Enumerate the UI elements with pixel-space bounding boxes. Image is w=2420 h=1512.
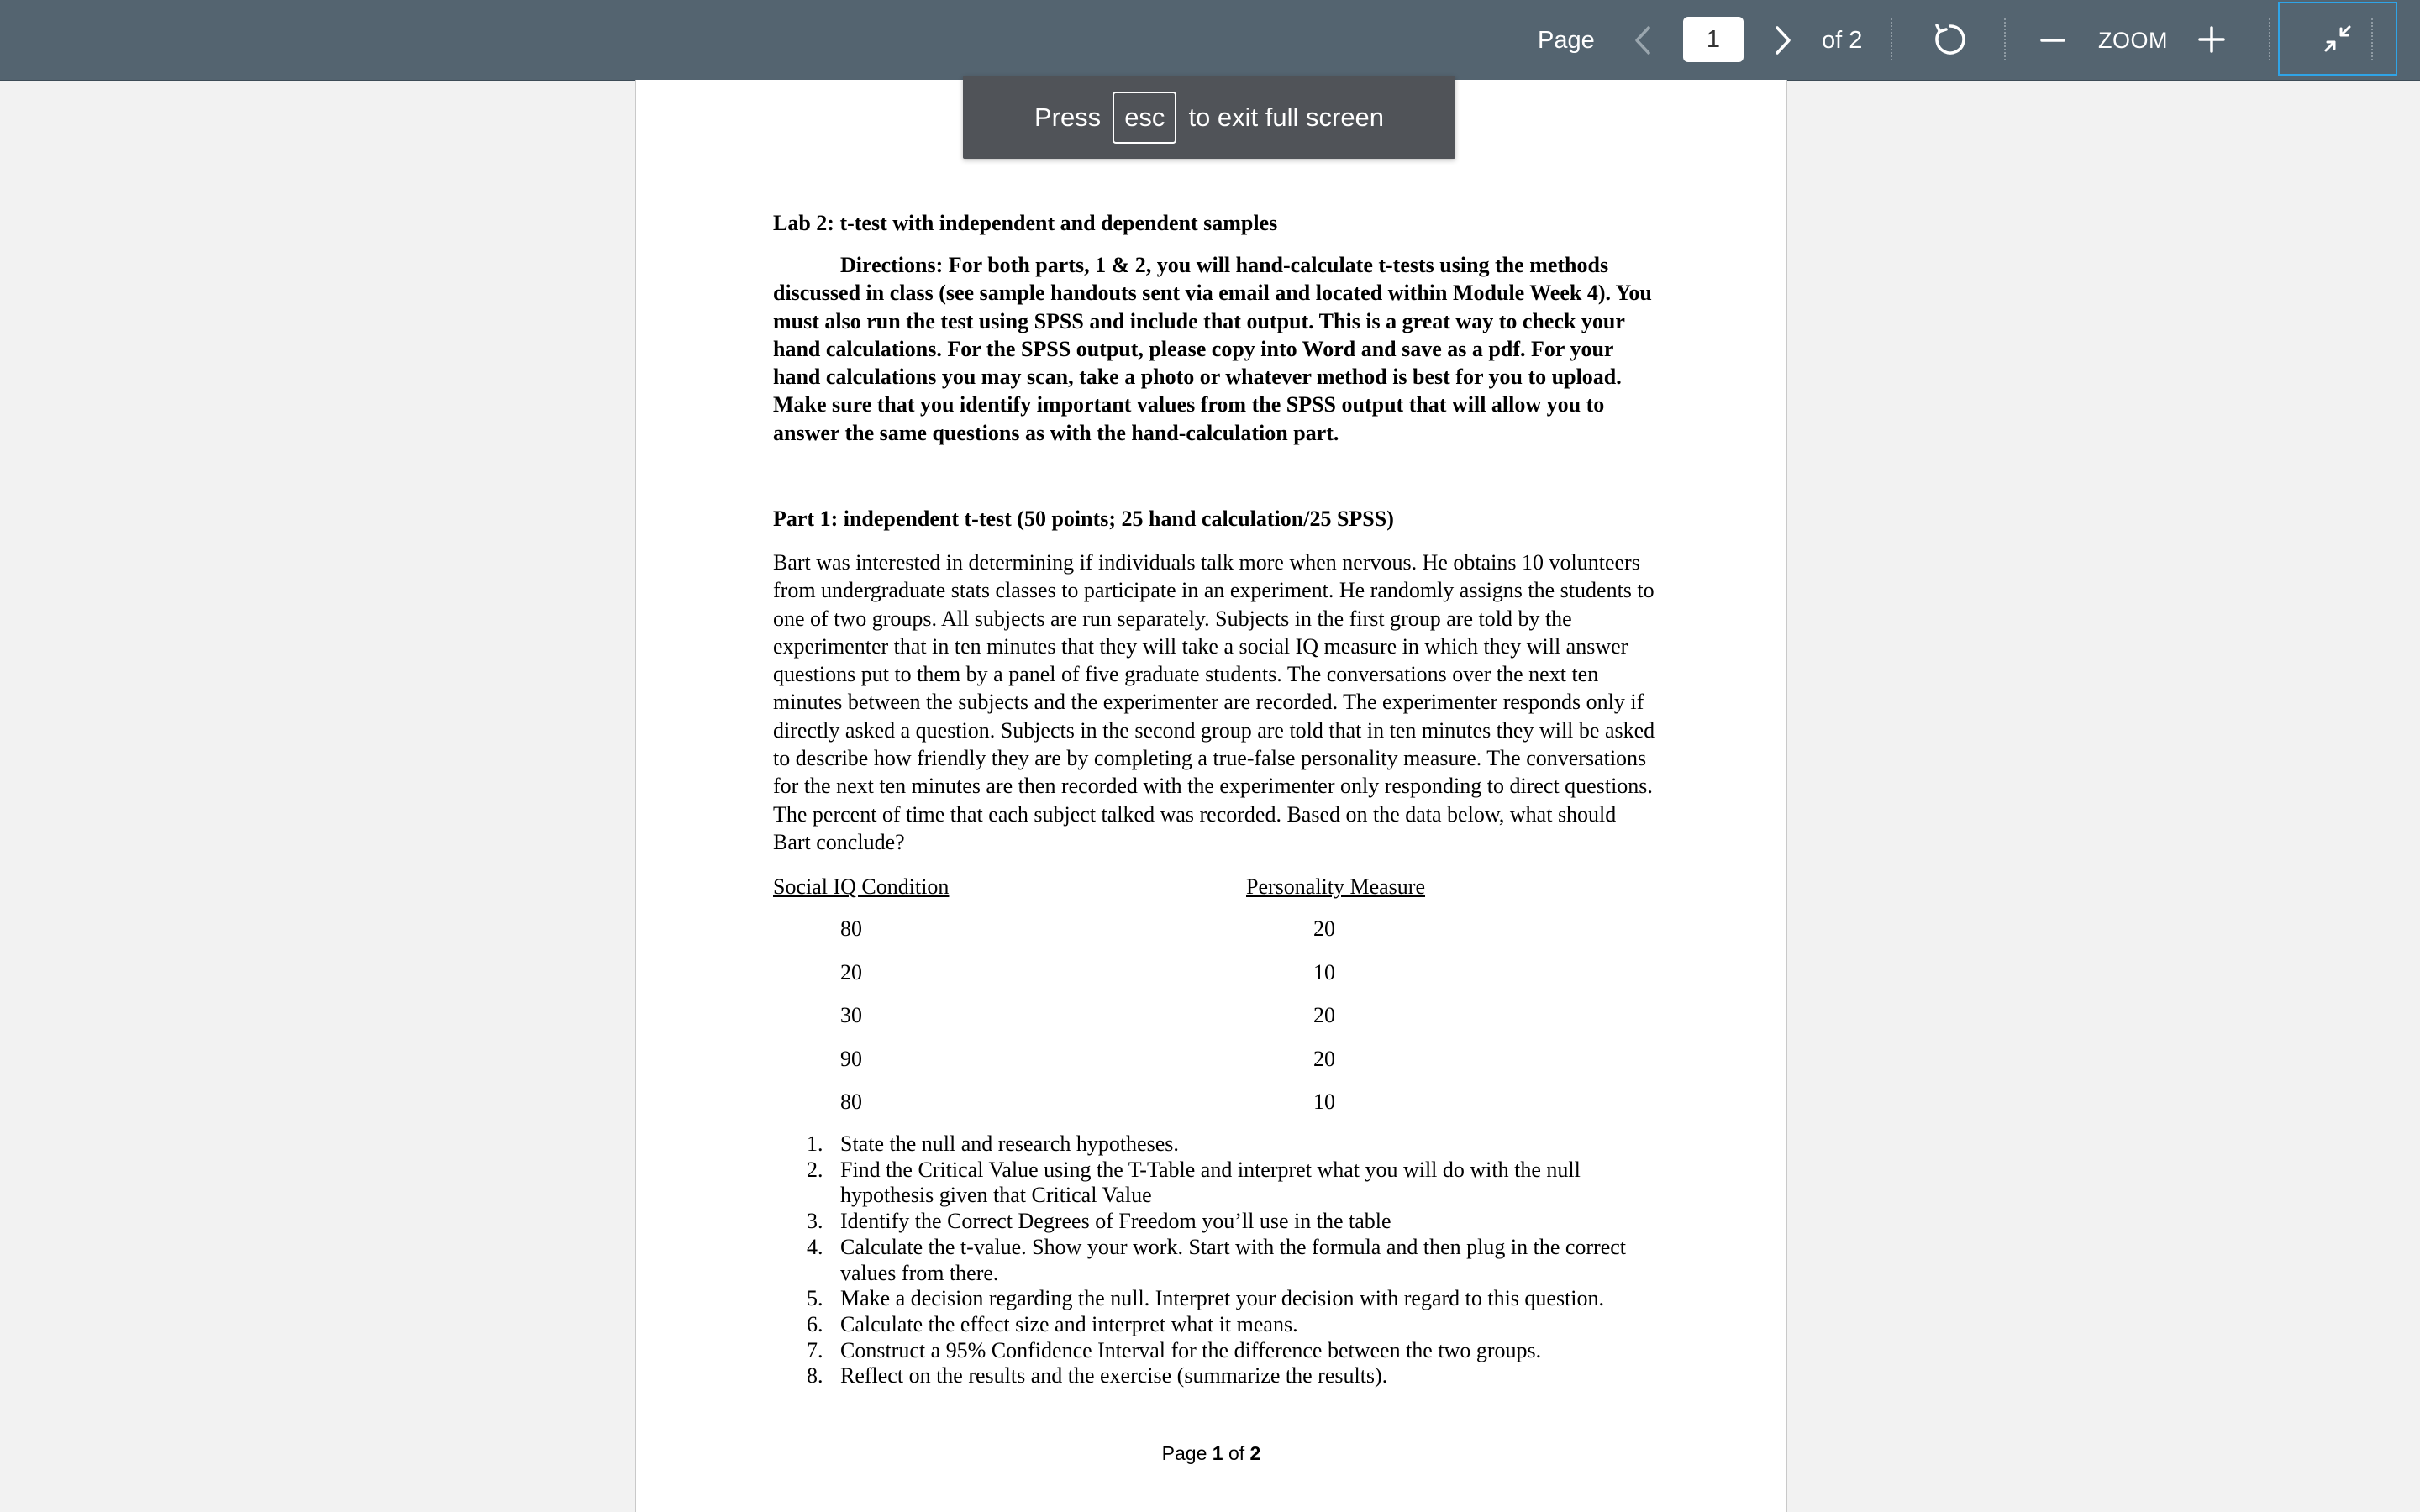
list-item: [773, 1312, 1672, 1338]
plus-icon: [2197, 25, 2226, 54]
question-number: 1.: [807, 1131, 823, 1156]
rotate-button[interactable]: [1929, 18, 1971, 61]
table-row: [636, 1003, 1786, 1047]
data-table: [636, 916, 1786, 1133]
question-number: 8.: [807, 1363, 823, 1389]
viewer-toolbar: [0, 0, 2420, 81]
zoom-in-button[interactable]: [2191, 18, 2233, 61]
part1-title: Part 1: independent t-test (50 points; 25 hand calculation/25 SPSS): [773, 507, 1394, 531]
footer-total-pages: 2: [1249, 1442, 1261, 1464]
list-item: [773, 1209, 1672, 1235]
table-row: [636, 1089, 1786, 1133]
question-text: Calculate the t-value. Show your work. Start with the formula and then plug in the correct values from there.: [840, 1234, 1627, 1285]
footer-of: of: [1223, 1442, 1250, 1464]
chevron-right-icon: [1774, 25, 1792, 55]
question-number: 5.: [807, 1286, 823, 1311]
question-text: Identify the Correct Degrees of Freedom you’ll use in the table: [840, 1209, 1392, 1234]
page-label: Page: [1538, 26, 1595, 54]
esc-key-hint: esc: [1113, 92, 1176, 144]
toolbar-divider: [2004, 18, 2006, 60]
footer-current-page: 1: [1212, 1442, 1223, 1464]
toolbar-divider: [1891, 18, 1892, 60]
toast-prefix: Press: [1034, 102, 1102, 132]
toolbar-divider: [2269, 18, 2270, 60]
zoom-out-button[interactable]: [2032, 20, 2074, 60]
list-item: [773, 1235, 1672, 1286]
personality-value: 20: [1313, 916, 1335, 941]
previous-page-button[interactable]: [1626, 20, 1660, 60]
question-text: Find the Critical Value using the T-Table and interpret what you will do with the null hypothesis given that Critical Value: [840, 1157, 1581, 1208]
question-number: 2.: [807, 1157, 823, 1182]
document-page: [635, 80, 1787, 1512]
question-list: [773, 1131, 1672, 1389]
question-number: 7.: [807, 1337, 823, 1362]
table-row: [636, 916, 1786, 960]
page-number-input[interactable]: [1683, 17, 1744, 62]
exit-fullscreen-button[interactable]: [2278, 2, 2397, 76]
question-number: 6.: [807, 1311, 823, 1336]
question-number: 4.: [807, 1234, 823, 1259]
page-footer: [636, 1442, 1786, 1465]
table-row: [636, 960, 1786, 1004]
question-text: Construct a 95% Confidence Interval for the difference between the two groups.: [840, 1337, 1542, 1362]
page-count-label: of 2: [1822, 26, 1863, 54]
question-text: Calculate the effect size and interpret what it means.: [840, 1311, 1298, 1336]
table-row: [636, 1047, 1786, 1090]
personality-value: 10: [1313, 1089, 1335, 1114]
personality-value: 10: [1313, 959, 1335, 984]
part1-description: Bart was interested in determining if individuals talk more when nervous. He obtains 10 volunteers from undergraduate stats classes to participate in an experiment. He randomly assigns the students to one of two groups. All subjects are run separately. Subjects in the first group are told by the experimenter that in ten minutes that they will take a social IQ measure in which they will answer questions put to them by a panel of five graduate students. The conversations over the next ten minutes between the subjects and the experimenter are recorded. The experimenter responds only if directly asked a question. Subjects in the second group are told that in ten minutes they will be asked to describe how friendly they are by completing a true-false personality measure. The conversations for the next ten minutes are then recorded with the experimenter only responding to direct questions. The percent of time that each subject talked was recorded. Based on the data below, what should Bart conclude?: [773, 550, 1655, 854]
question-text: State the null and research hypotheses.: [840, 1131, 1179, 1156]
exit-fullscreen-icon: [2321, 22, 2354, 55]
list-item: [773, 1338, 1672, 1364]
social-iq-value: 80: [840, 1089, 862, 1114]
next-page-button[interactable]: [1766, 20, 1800, 60]
list-item: [773, 1131, 1672, 1158]
social-iq-value: 30: [840, 1003, 862, 1027]
minus-icon: [2039, 27, 2066, 54]
question-number: 3.: [807, 1209, 823, 1234]
toast-suffix: to exit full screen: [1188, 102, 1385, 132]
directions-paragraph: Directions: For both parts, 1 & 2, you will hand-calculate t-tests using the methods discussed in class (see sample handouts sent via email and located within Module Week 4). You must also run the test using SPSS and include that output. This is a great way to check your hand calculations. For the SPSS output, please copy into Word and save as a pdf. For your hand calculations you may scan, take a photo or whatever method is best for you to upload. Make sure that you identify important values from the SPSS output that will allow you to answer the same questions as with the hand-calculation part.: [773, 253, 1652, 445]
personality-value: 20: [1313, 1003, 1335, 1027]
zoom-label: ZOOM: [2098, 27, 2168, 53]
social-iq-value: 80: [840, 916, 862, 941]
question-text: Reflect on the results and the exercise (summarize the results).: [840, 1363, 1388, 1389]
chevron-left-icon: [1634, 25, 1652, 55]
social-iq-value: 90: [840, 1046, 862, 1071]
table-header-social-iq: Social IQ Condition: [773, 874, 950, 899]
question-text: Make a decision regarding the null. Interpret your decision with regard to this question.: [840, 1286, 1605, 1311]
social-iq-value: 20: [840, 959, 862, 984]
document-title: Lab 2: t-test with independent and dependent samples: [773, 211, 1278, 235]
table-header-personality: Personality Measure: [1246, 874, 1426, 899]
footer-prefix: Page: [1161, 1442, 1213, 1464]
personality-value: 20: [1313, 1046, 1335, 1071]
list-item: [773, 1363, 1672, 1389]
rotate-icon: [1933, 22, 1968, 57]
toolbar-divider: [2371, 18, 2373, 60]
list-item: [773, 1158, 1672, 1209]
list-item: [773, 1286, 1672, 1312]
fullscreen-toast: [963, 76, 1455, 159]
